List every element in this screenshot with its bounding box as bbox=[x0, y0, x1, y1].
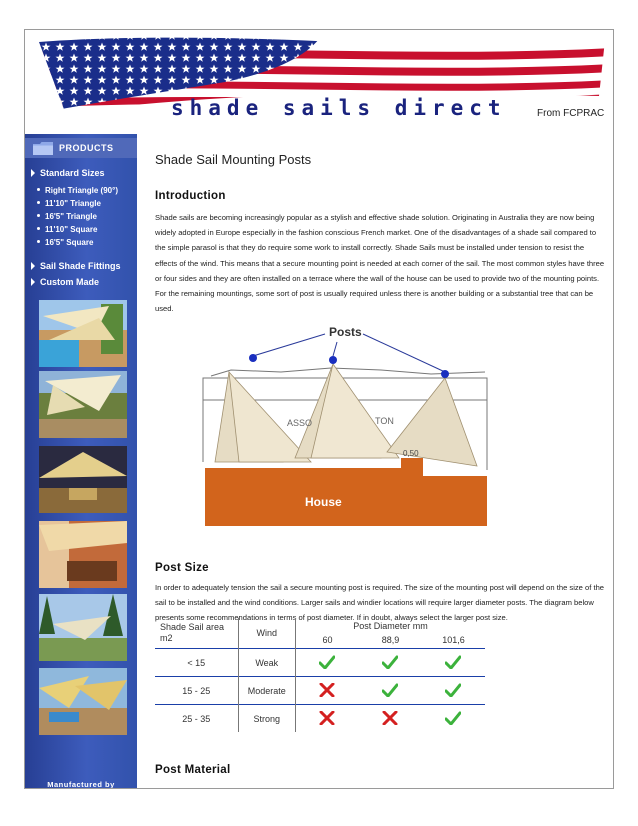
checkmark-icon bbox=[319, 655, 335, 669]
products-header bbox=[25, 138, 137, 158]
row-area: 15 - 25 bbox=[155, 677, 238, 705]
row-wind: Weak bbox=[238, 649, 295, 677]
cross-icon bbox=[319, 683, 335, 697]
sketch-label-1: ASSO bbox=[287, 418, 313, 428]
bullet-icon bbox=[37, 201, 40, 204]
post-size-heading: Post Size bbox=[155, 562, 209, 574]
checkmark-icon bbox=[445, 683, 461, 697]
bullet-icon bbox=[37, 227, 40, 230]
sidebar bbox=[25, 134, 137, 788]
row-wind: Strong bbox=[238, 705, 295, 733]
product-photo-terrace[interactable] bbox=[39, 371, 127, 438]
post-size-paragraph: In order to adequately tension the sail a secure mounting post is required. The size of the mounting post will depend on the size of the sail to be installed and the wind conditions. Larger sails and windier locations will require larger diameter posts. The diagram below presents some recommendations in terms of post diameter. If in doubt, always select the larger post size. bbox=[155, 583, 605, 623]
row-area: < 15 bbox=[155, 649, 238, 677]
diameter-88-9: 88,9 bbox=[381, 635, 400, 645]
checkmark-icon bbox=[382, 655, 398, 669]
page-frame bbox=[24, 29, 614, 789]
bullet-icon bbox=[37, 214, 40, 217]
post-material-heading: Post Material bbox=[155, 764, 231, 776]
sketch-label-2: TON bbox=[375, 416, 394, 426]
intro-paragraph: Shade sails are becoming increasingly popular as a stylish and effective shade solution. Originating in Australia they are now being widely adopted in Europe especially in the fashion conscious French market. One of the disadvantages of a shade sail compared to the simple parasol is that they do require some work to install correctly. Shade Sails must be installed under tension to resist the effects of the wind. This means that a secure mounting point is needed at each corner of the sail. The most common styles have three or four sides and they are often installed on a terrace where the wall of the house can be used to provide two of the mounting points. For the remaining mountings, some sort of post is usually required unless there is another building or a substantial tree that can be used. bbox=[155, 213, 605, 314]
submenu-16-5-square[interactable]: 16'5" Square bbox=[37, 238, 93, 247]
product-photo-patio-image bbox=[39, 446, 127, 513]
product-photo-park-image bbox=[39, 594, 127, 661]
folder-icon bbox=[33, 142, 53, 155]
checkmark-icon bbox=[382, 683, 398, 697]
row-wind: Moderate bbox=[238, 677, 295, 705]
product-photo-pool[interactable] bbox=[39, 300, 127, 367]
row-area: 25 - 35 bbox=[155, 705, 238, 733]
products-label: PRODUCTS bbox=[59, 143, 114, 153]
table-row bbox=[155, 705, 485, 733]
table-row bbox=[155, 677, 485, 705]
product-photo-playground[interactable] bbox=[39, 668, 127, 735]
page-title: Shade Sail Mounting Posts bbox=[155, 152, 312, 167]
posts-diagram bbox=[191, 320, 491, 528]
arrow-right-icon bbox=[31, 262, 35, 270]
arrow-right-icon bbox=[31, 169, 35, 177]
intro-heading: Introduction bbox=[155, 190, 226, 202]
product-photo-pool-image bbox=[39, 300, 127, 367]
product-photo-terrace-image bbox=[39, 371, 127, 438]
submenu-right-triangle[interactable]: Right Triangle (90°) bbox=[37, 186, 118, 195]
header-area: Shade Sail area m2 bbox=[155, 618, 238, 649]
menu-item-standard-sizes[interactable]: Standard Sizes bbox=[31, 168, 105, 178]
header-diameter: Post Diameter mm bbox=[353, 621, 428, 631]
brand-logo-text[interactable]: shade sails direct bbox=[171, 96, 507, 120]
diameter-101-6: 101,6 bbox=[442, 635, 465, 645]
submenu-16-5-triangle[interactable]: 16'5" Triangle bbox=[37, 212, 97, 221]
checkmark-icon bbox=[445, 711, 461, 725]
product-photo-dining-image bbox=[39, 521, 127, 588]
cross-icon bbox=[319, 711, 335, 725]
bullet-icon bbox=[37, 188, 40, 191]
header-wind: Wind bbox=[238, 618, 295, 649]
menu-item-sail-shade-fittings[interactable]: Sail Shade Fittings bbox=[31, 261, 121, 271]
sketch-label-3: 0,50 bbox=[403, 449, 419, 458]
checkmark-icon bbox=[445, 655, 461, 669]
submenu-11-10-triangle[interactable]: 11'10" Triangle bbox=[37, 199, 101, 208]
menu-item-custom-made[interactable]: Custom Made bbox=[31, 277, 99, 287]
brand-byline: From FCPRAC bbox=[537, 108, 605, 119]
house-label: House bbox=[305, 495, 342, 509]
table-row bbox=[155, 649, 485, 677]
header-banner bbox=[25, 30, 613, 134]
bullet-icon bbox=[37, 240, 40, 243]
product-photo-playground-image bbox=[39, 668, 127, 735]
posts-label: Posts bbox=[329, 325, 362, 339]
diameter-60: 60 bbox=[322, 635, 333, 645]
product-photo-patio[interactable] bbox=[39, 446, 127, 513]
manufactured-by-label: Manufactured by bbox=[47, 780, 115, 789]
product-photo-park[interactable] bbox=[39, 594, 127, 661]
cross-icon bbox=[382, 711, 398, 725]
post-diameter-table bbox=[155, 618, 485, 732]
arrow-right-icon bbox=[31, 278, 35, 286]
product-photo-dining[interactable] bbox=[39, 521, 127, 588]
submenu-11-10-square[interactable]: 11'10" Square bbox=[37, 225, 97, 234]
